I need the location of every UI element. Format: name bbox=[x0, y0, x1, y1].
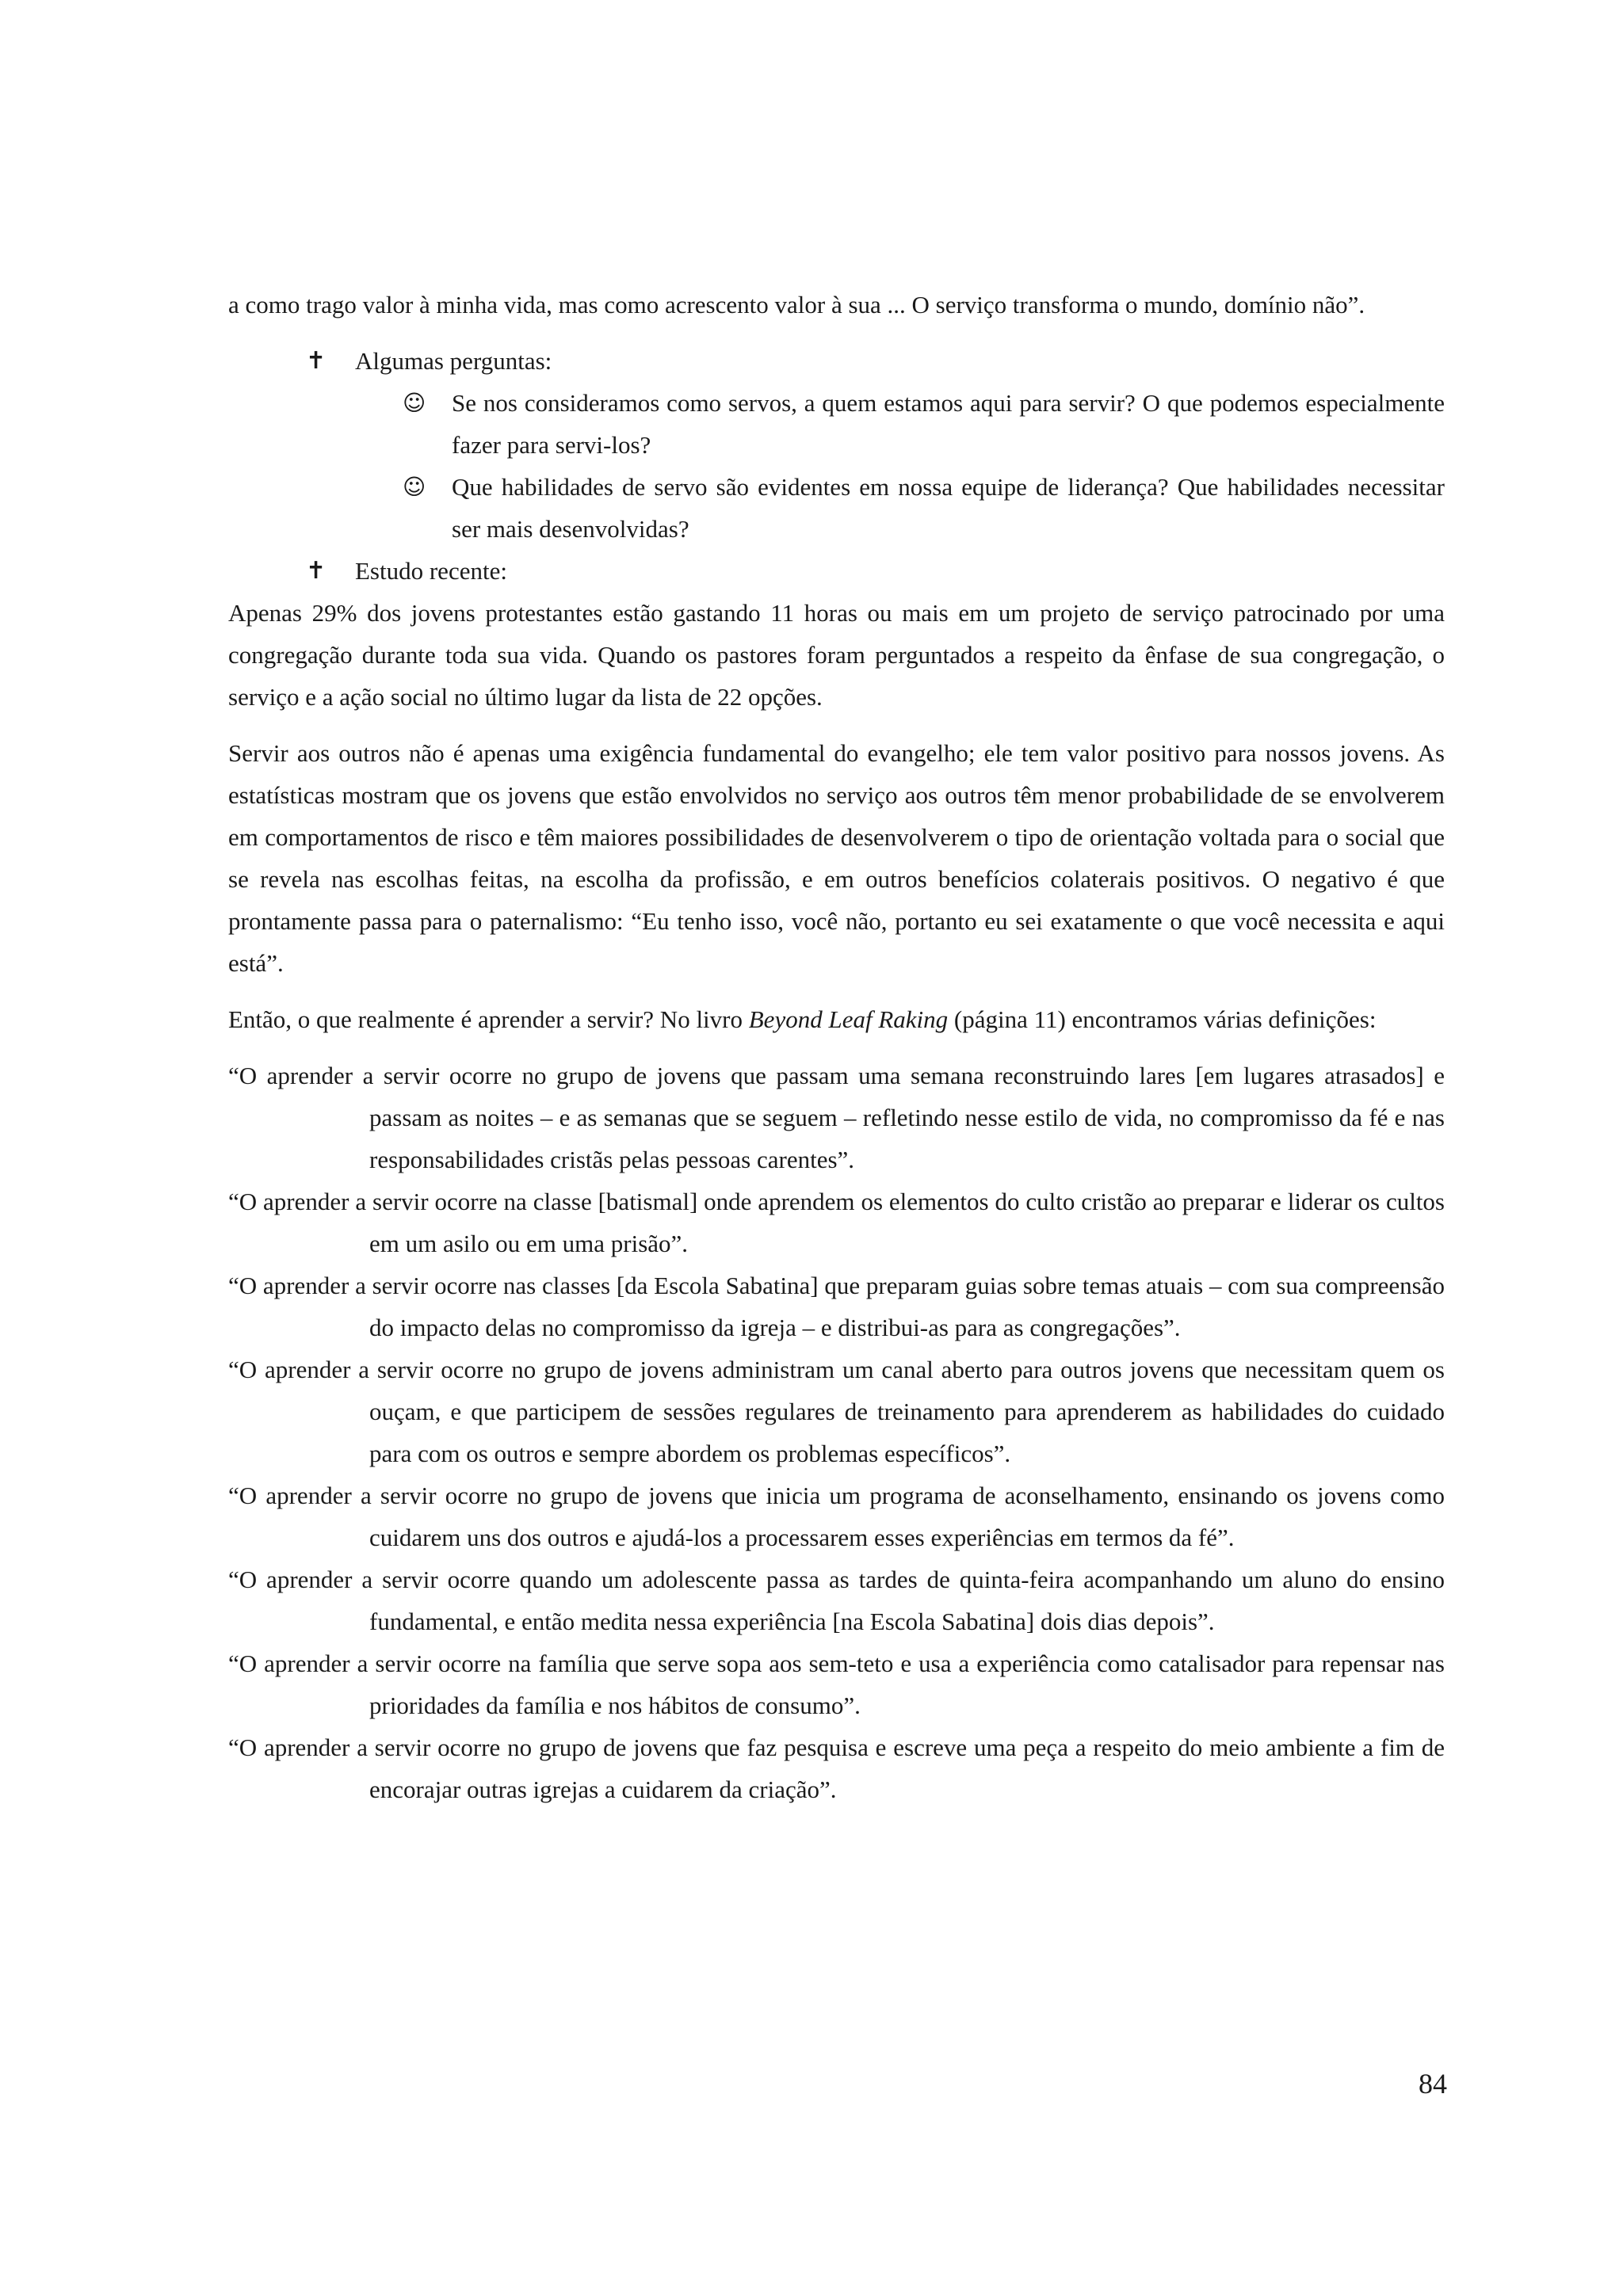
definition-intro bbox=[228, 998, 1445, 1040]
intro-continuation: a como trago valor à minha vida, mas como acrescento valor à sua ... O serviço transforma o mundo, domínio não”. bbox=[228, 291, 1365, 318]
quote-item: “O aprender a servir ocorre no grupo de jovens que inicia um programa de aconselhamento, ensinando os jovens como cuidarem uns dos outros e ajudá-los a processarem esses experiências em termos da fé”. bbox=[228, 1482, 1445, 1551]
question-text: Se nos consideramos como servos, a quem estamos aqui para servir? O que podemos especialmente fazer para servi-los? bbox=[452, 389, 1445, 459]
quote-item: “O aprender a servir ocorre no grupo de jovens que passam uma semana reconstruindo lares [em lugares atrasados] e passam as noites – e as semanas que se seguem – refletindo nesse estilo de vida, no compromisso da fé e nas responsabilidades cristãs pelas pessoas carentes”. bbox=[228, 1062, 1445, 1173]
quote-item: “O aprender a servir ocorre no grupo de jovens que faz pesquisa e escreve uma peça a respeito do meio ambiente a fim de encorajar outras igrejas a cuidarem da criação”. bbox=[228, 1733, 1445, 1803]
smiley-face-icon: ☺ bbox=[403, 474, 426, 500]
quote-item: “O aprender a servir ocorre na família que serve sopa aos sem-teto e usa a experiência como catalisador para repensar nas prioridades da família e nos hábitos de consumo”. bbox=[228, 1650, 1445, 1719]
question-item bbox=[228, 466, 1445, 550]
questions-heading: Algumas perguntas: bbox=[355, 347, 552, 375]
bullet-study bbox=[228, 550, 1445, 592]
book-title: Beyond Leaf Raking bbox=[748, 1005, 949, 1033]
smiley-face-icon: ☺ bbox=[403, 390, 426, 416]
page-number: 84 bbox=[1419, 2068, 1447, 2100]
question-item bbox=[228, 382, 1445, 466]
quote-item: “O aprender a servir ocorre nas classes [da Escola Sabatina] que preparam guias sobre temas atuais – com sua compreensão do impacto delas no compromisso da igreja – e distribui-as para as congregações”. bbox=[228, 1272, 1445, 1341]
definition-intro-after: (página 11) encontramos várias definições: bbox=[948, 1005, 1377, 1033]
question-text: Que habilidades de servo são evidentes em nossa equipe de liderança? Que habilidades necessitar ser mais desenvolvidas? bbox=[452, 473, 1445, 543]
page-body bbox=[228, 284, 1445, 1810]
study-text: Apenas 29% dos jovens protestantes estão gastando 11 horas ou mais em um projeto de serviço patrocinado por uma congregação durante toda sua vida. Quando os pastores foram perguntados a respeito da ênfase de sua congregação, o serviço e a ação social no último lugar da lista de 22 opções. bbox=[228, 599, 1445, 711]
latin-cross-icon: ✝ bbox=[306, 347, 327, 375]
quote-list bbox=[228, 1055, 1445, 1810]
latin-cross-icon: ✝ bbox=[306, 557, 327, 585]
study-heading: Estudo recente: bbox=[355, 557, 507, 585]
quote-item: “O aprender a servir ocorre quando um adolescente passa as tardes de quinta-feira acompanhando um aluno do ensino fundamental, e então medita nessa experiência [na Escola Sabatina] dois dias depois”. bbox=[228, 1566, 1445, 1635]
serving-paragraph: Servir aos outros não é apenas uma exigência fundamental do evangelho; ele tem valor positivo para nossos jovens. As estatísticas mostram que os jovens que estão envolvidos no serviço aos outros têm menor probabilidade de se envolverem em comportamentos de risco e têm maiores possibilidades de desenvolverem o tipo de orientação voltada para o social que se revela nas escolhas feitas, na escolha da profissão, e em outros benefícios colaterais positivos. O negativo é que prontamente passa para o paternalismo: “Eu tenho isso, você não, portanto eu sei exatamente o que você necessita e aqui está”. bbox=[228, 739, 1445, 977]
definition-intro-before: Então, o que realmente é aprender a servir? No livro bbox=[228, 1005, 749, 1033]
quote-item: “O aprender a servir ocorre no grupo de jovens administram um canal aberto para outros jovens que necessitam quem os ouçam, e que participem de sessões regulares de treinamento para aprenderem as habilidades do cuidado para com os outros e sempre abordem os problemas específicos”. bbox=[228, 1356, 1445, 1467]
bullet-questions bbox=[228, 340, 1445, 382]
quote-item: “O aprender a servir ocorre na classe [batismal] onde aprendem os elementos do culto cristão ao preparar e liderar os cultos em um asilo ou em uma prisão”. bbox=[228, 1188, 1445, 1257]
